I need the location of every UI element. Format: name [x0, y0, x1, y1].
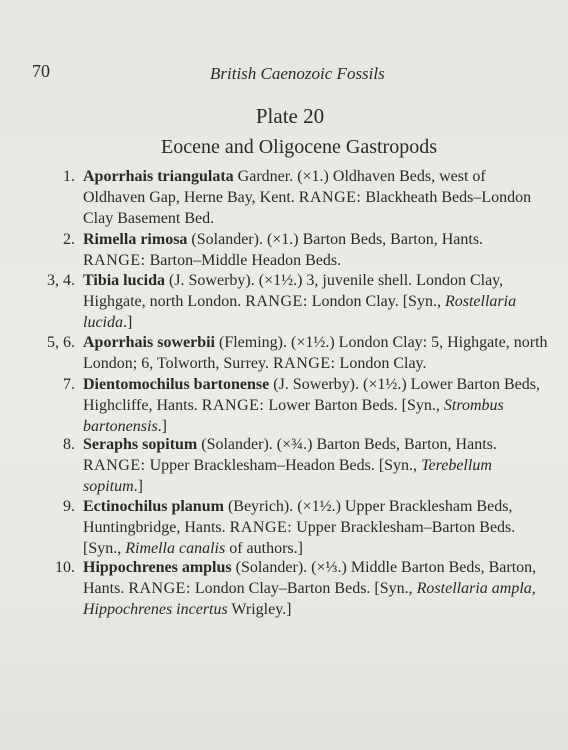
section-title: Eocene and Oligocene Gastropods [160, 136, 437, 158]
entry-10 [55, 557, 548, 620]
synonym: Strombus bartonensis [83, 397, 504, 435]
entry-tail: Wrigley.] [227, 601, 292, 618]
range-text: Lower Barton Beds. [Syn., [264, 397, 444, 414]
entry-number: 5, 6. [47, 334, 75, 351]
species-name: Ectinochilus planum [83, 498, 224, 515]
synonym: Rostellaria lucida [83, 293, 517, 331]
species-name: Hippochrenes amplus [83, 559, 232, 576]
range-text: Blackheath Beds–London Clay Basement Bed. [83, 189, 532, 227]
entry-text: (Solander). (×⅓.) Middle Barton Beds, Barton, Hants. [83, 559, 537, 597]
synonym: Rostellaria ampla, Hippochrenes incertus [83, 580, 536, 618]
entry-text: (J. Sowerby). (×1½.) Lower Barton Beds, Highcliffe, Hants. [83, 376, 540, 414]
range-label: RANGE: [201, 397, 265, 414]
plate-title: Plate 20 [255, 104, 325, 128]
entry-2 [63, 229, 548, 271]
range-label: RANGE: [272, 355, 336, 372]
range-text: Barton–Middle Headon Beds. [145, 252, 342, 269]
range-text: Upper Bracklesham–Headon Beds. [Syn., [145, 457, 422, 474]
entry-1 [63, 166, 548, 229]
range-text: Upper Bracklesham–Barton Beds. [Syn., [83, 519, 516, 557]
running-head: British Caenozoic Fossils [210, 64, 385, 83]
range-label: RANGE: [83, 457, 146, 474]
species-name: Aporrhais sowerbii [83, 334, 215, 351]
synonym: Terebellum sopitum [83, 457, 492, 495]
range-label: RANGE: [245, 293, 308, 310]
species-name: Seraphs sopitum [83, 436, 198, 453]
entry-number: 2. [63, 231, 75, 248]
range-text: London Clay–Barton Beds. [Syn., [190, 580, 417, 597]
entry-text: (Solander). (×¾.) Barton Beds, Barton, Hants. [197, 436, 497, 453]
entry-7 [63, 374, 548, 437]
entry-number: 10. [55, 559, 75, 576]
synonym: Rimella canalis [125, 540, 226, 557]
entry-tail: of authors.] [225, 540, 303, 557]
range-label: RANGE: [128, 580, 191, 597]
entry-number: 7. [63, 376, 75, 393]
entry-8 [63, 434, 548, 497]
species-name: Dientomochilus bartonense [83, 376, 270, 393]
entry-text: (Solander). (×1.) Barton Beds, Barton, Hants. [187, 231, 484, 248]
entry-3-4 [47, 270, 548, 333]
page-number: 70 [32, 61, 50, 81]
entry-tail: .] [157, 418, 167, 435]
species-name: Rimella rimosa [83, 231, 188, 248]
entry-text: (J. Sowerby). (×1½.) 3, juvenile shell. London Clay, Highgate, north London. [83, 272, 504, 310]
range-text: London Clay. [335, 355, 427, 372]
entry-number: 9. [63, 498, 75, 515]
entry-text: Gardner. (×1.) Oldhaven Beds, west of Oldhaven Gap, Herne Bay, Kent. [83, 168, 486, 206]
species-name: Tibia lucida [83, 272, 165, 289]
entry-9 [63, 496, 548, 559]
entry-number: 1. [63, 168, 75, 185]
entry-text: (Fleming). (×1½.) London Clay: 5, Highgate, north London; 6, Tolworth, Surrey. [83, 334, 548, 372]
entry-number: 3, 4. [47, 272, 75, 289]
range-label: RANGE: [298, 189, 362, 206]
entry-tail: .] [133, 478, 143, 495]
entry-text: (Beyrich). (×1½.) Upper Bracklesham Beds, Huntingbridge, Hants. [83, 498, 513, 536]
entry-number: 8. [63, 436, 75, 453]
range-text: London Clay. [Syn., [307, 293, 445, 310]
entry-tail: .] [123, 314, 133, 331]
range-label: RANGE: [229, 519, 293, 536]
entry-5-6 [47, 332, 548, 374]
species-name: Aporrhais triangulata [83, 168, 234, 185]
range-label: RANGE: [83, 252, 146, 269]
